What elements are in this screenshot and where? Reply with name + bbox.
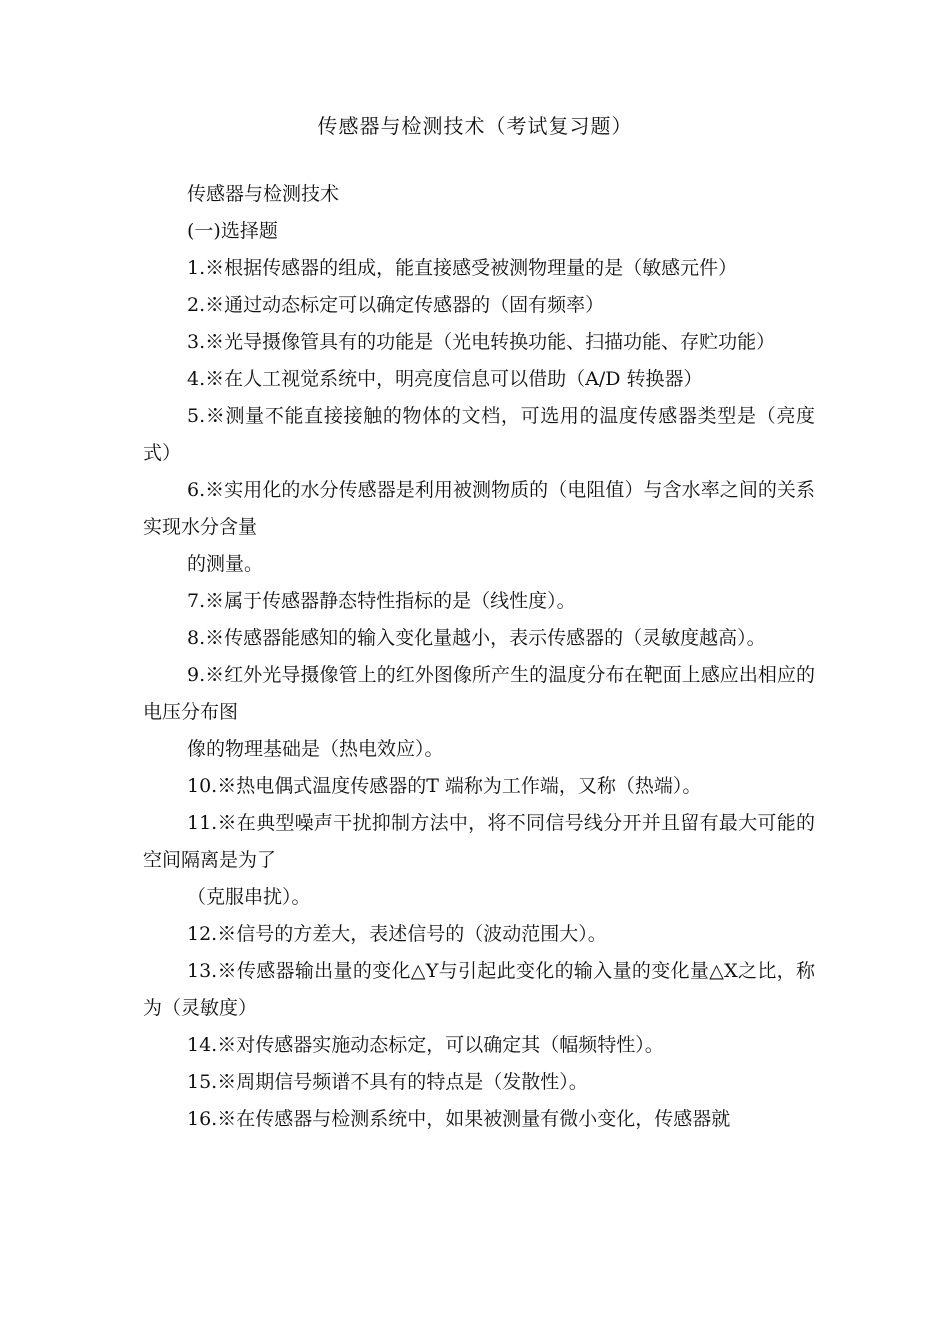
question-1: 1.※根据传感器的组成，能直接感受被测物理量的是（敏感元件）	[187, 257, 738, 279]
question-14: 14.※对传感器实施动态标定，可以确定其（幅频特性）。	[187, 1034, 664, 1056]
question-2: 2.※通过动态标定可以确定传感器的（固有频率）	[187, 294, 605, 316]
question-11: 11.※在典型噪声干扰抑制方法中，将不同信号线分开并且留有最大可能的空间隔离是为了	[143, 812, 815, 871]
section-heading: (一)选择题	[187, 220, 278, 242]
question-12: 12.※信号的方差大，表述信号的（波动范围大）。	[187, 923, 607, 945]
question-6: 6.※实用化的水分传感器是利用被测物质的（电阻值）与含水率之间的关系实现水分含量	[143, 479, 815, 538]
question-6-continuation: 的测量。	[187, 553, 264, 575]
question-8: 8.※传感器能感知的输入变化量越小，表示传感器的（灵敏度越高）。	[187, 627, 766, 649]
question-9-continuation: 像的物理基础是（热电效应）。	[187, 738, 444, 760]
document-title: 传感器与检测技术（考试复习题）	[317, 114, 633, 138]
question-11-continuation: （克服串扰）。	[187, 886, 311, 908]
question-13: 13.※传感器输出量的变化△Y与引起此变化的输入量的变化量△X之比，称为（灵敏度）	[143, 960, 815, 1019]
question-4: 4.※在人工视觉系统中，明亮度信息可以借助（A/D 转换器）	[187, 368, 703, 390]
question-5: 5.※测量不能直接接触的物体的文档，可选用的温度传感器类型是（亮度式）	[143, 405, 815, 464]
document-body	[143, 176, 815, 1138]
question-9: 9.※红外光导摄像管上的红外图像所产生的温度分布在靶面上感应出相应的电压分布图	[143, 664, 815, 723]
question-10: 10.※热电偶式温度传感器的T 端称为工作端，又称（热端）。	[187, 775, 702, 797]
question-16: 16.※在传感器与检测系统中，如果被测量有微小变化，传感器就	[187, 1108, 731, 1130]
subtitle: 传感器与检测技术	[187, 183, 340, 205]
question-3: 3.※光导摄像管具有的功能是（光电转换功能、扫描功能、存贮功能）	[187, 331, 776, 353]
question-7: 7.※属于传感器静态特性指标的是（线性度）。	[187, 590, 576, 612]
question-15: 15.※周期信号频谱不具有的特点是（发散性）。	[187, 1071, 588, 1093]
